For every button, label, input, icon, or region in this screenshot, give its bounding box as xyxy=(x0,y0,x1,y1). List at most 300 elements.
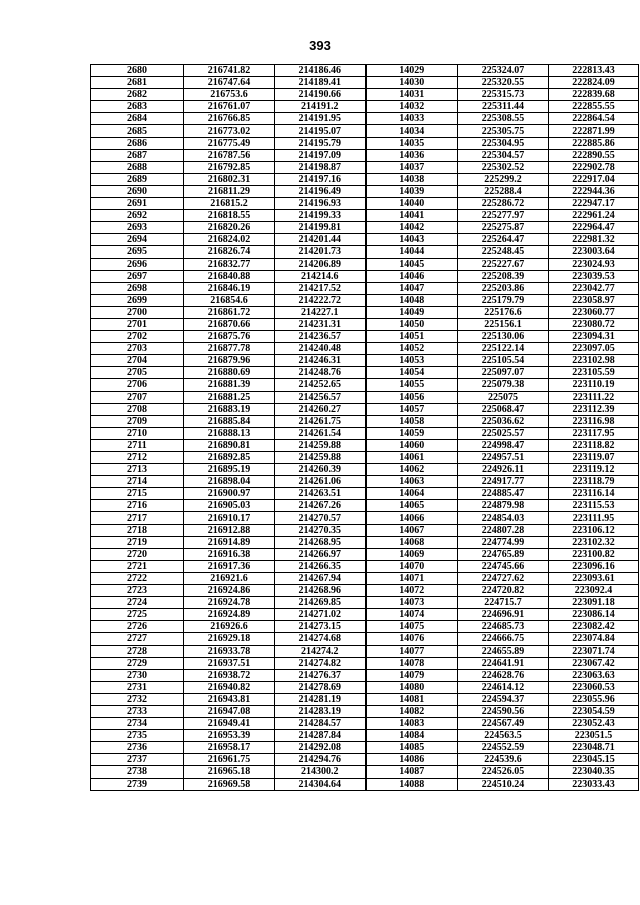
point-number-left: 2707 xyxy=(91,391,184,403)
y-coordinate-left: 214267.94 xyxy=(275,572,366,584)
table-row xyxy=(91,65,639,77)
y-coordinate-right: 223033.43 xyxy=(549,778,639,790)
x-coordinate-right: 225097.07 xyxy=(458,367,549,379)
y-coordinate-right: 223063.63 xyxy=(549,669,639,681)
table-row xyxy=(91,488,639,500)
y-coordinate-right: 223060.77 xyxy=(549,306,639,318)
x-coordinate-right: 225025.57 xyxy=(458,427,549,439)
point-number-left: 2726 xyxy=(91,621,184,633)
table-row xyxy=(91,149,639,161)
x-coordinate-right: 224594.37 xyxy=(458,693,549,705)
point-number-left: 2681 xyxy=(91,77,184,89)
y-coordinate-left: 214274.68 xyxy=(275,633,366,645)
x-coordinate-left: 216940.82 xyxy=(184,681,275,693)
y-coordinate-left: 214266.35 xyxy=(275,560,366,572)
point-number-left: 2728 xyxy=(91,645,184,657)
point-number-left: 2710 xyxy=(91,427,184,439)
table-row xyxy=(91,331,639,343)
x-coordinate-right: 225311.44 xyxy=(458,101,549,113)
table-row xyxy=(91,270,639,282)
point-number-right: 14069 xyxy=(366,548,458,560)
y-coordinate-right: 223119.07 xyxy=(549,452,639,464)
point-number-right: 14040 xyxy=(366,198,458,210)
x-coordinate-left: 216885.84 xyxy=(184,415,275,427)
table-row xyxy=(91,77,639,89)
y-coordinate-left: 214287.84 xyxy=(275,730,366,742)
x-coordinate-right: 224854.03 xyxy=(458,512,549,524)
y-coordinate-left: 214270.57 xyxy=(275,512,366,524)
y-coordinate-left: 214259.88 xyxy=(275,439,366,451)
table-row xyxy=(91,137,639,149)
point-number-right: 14066 xyxy=(366,512,458,524)
coordinates-table xyxy=(90,64,639,791)
point-number-right: 14071 xyxy=(366,572,458,584)
y-coordinate-left: 214271.02 xyxy=(275,609,366,621)
table-row xyxy=(91,657,639,669)
page-number: 393 xyxy=(309,38,331,53)
point-number-left: 2684 xyxy=(91,113,184,125)
x-coordinate-left: 216953.39 xyxy=(184,730,275,742)
y-coordinate-left: 214201.73 xyxy=(275,246,366,258)
point-number-left: 2714 xyxy=(91,476,184,488)
y-coordinate-left: 214196.49 xyxy=(275,185,366,197)
y-coordinate-left: 214246.31 xyxy=(275,355,366,367)
table-row xyxy=(91,572,639,584)
x-coordinate-left: 216917.36 xyxy=(184,560,275,572)
point-number-right: 14037 xyxy=(366,161,458,173)
x-coordinate-left: 216905.03 xyxy=(184,500,275,512)
y-coordinate-right: 222839.68 xyxy=(549,89,639,101)
y-coordinate-right: 222947.17 xyxy=(549,198,639,210)
point-number-right: 14078 xyxy=(366,657,458,669)
point-number-left: 2688 xyxy=(91,161,184,173)
table-row xyxy=(91,548,639,560)
point-number-left: 2682 xyxy=(91,89,184,101)
table-row xyxy=(91,355,639,367)
y-coordinate-left: 214227.1 xyxy=(275,306,366,318)
y-coordinate-right: 223116.14 xyxy=(549,488,639,500)
point-number-right: 14065 xyxy=(366,500,458,512)
table-row xyxy=(91,403,639,415)
point-number-right: 14031 xyxy=(366,89,458,101)
point-number-right: 14083 xyxy=(366,718,458,730)
table-row xyxy=(91,645,639,657)
point-number-left: 2702 xyxy=(91,331,184,343)
point-number-left: 2687 xyxy=(91,149,184,161)
point-number-right: 14035 xyxy=(366,137,458,149)
x-coordinate-right: 225203.86 xyxy=(458,282,549,294)
x-coordinate-left: 216815.2 xyxy=(184,198,275,210)
y-coordinate-left: 214281.19 xyxy=(275,693,366,705)
x-coordinate-right: 225315.73 xyxy=(458,89,549,101)
y-coordinate-left: 214260.27 xyxy=(275,403,366,415)
x-coordinate-left: 216938.72 xyxy=(184,669,275,681)
point-number-right: 14057 xyxy=(366,403,458,415)
y-coordinate-right: 223058.97 xyxy=(549,294,639,306)
y-coordinate-left: 214201.44 xyxy=(275,234,366,246)
y-coordinate-right: 223055.96 xyxy=(549,693,639,705)
x-coordinate-left: 216912.88 xyxy=(184,524,275,536)
y-coordinate-left: 214268.95 xyxy=(275,536,366,548)
x-coordinate-left: 216811.29 xyxy=(184,185,275,197)
x-coordinate-left: 216854.6 xyxy=(184,294,275,306)
x-coordinate-left: 216961.75 xyxy=(184,754,275,766)
x-coordinate-right: 224957.51 xyxy=(458,452,549,464)
x-coordinate-right: 224696.91 xyxy=(458,609,549,621)
x-coordinate-left: 216958.17 xyxy=(184,742,275,754)
point-number-right: 14085 xyxy=(366,742,458,754)
y-coordinate-right: 222824.09 xyxy=(549,77,639,89)
point-number-right: 14064 xyxy=(366,488,458,500)
point-number-right: 14063 xyxy=(366,476,458,488)
x-coordinate-right: 224765.89 xyxy=(458,548,549,560)
point-number-left: 2716 xyxy=(91,500,184,512)
x-coordinate-left: 216924.86 xyxy=(184,585,275,597)
y-coordinate-right: 223080.72 xyxy=(549,318,639,330)
table-row xyxy=(91,512,639,524)
point-number-right: 14048 xyxy=(366,294,458,306)
point-number-left: 2708 xyxy=(91,403,184,415)
x-coordinate-right: 224885.47 xyxy=(458,488,549,500)
table-row xyxy=(91,742,639,754)
x-coordinate-left: 216747.64 xyxy=(184,77,275,89)
point-number-right: 14079 xyxy=(366,669,458,681)
y-coordinate-left: 214266.97 xyxy=(275,548,366,560)
x-coordinate-right: 224879.98 xyxy=(458,500,549,512)
point-number-right: 14036 xyxy=(366,149,458,161)
table-row xyxy=(91,621,639,633)
table-row xyxy=(91,125,639,137)
point-number-right: 14081 xyxy=(366,693,458,705)
y-coordinate-left: 214292.08 xyxy=(275,742,366,754)
point-number-right: 14030 xyxy=(366,77,458,89)
y-coordinate-right: 223102.32 xyxy=(549,536,639,548)
point-number-right: 14055 xyxy=(366,379,458,391)
y-coordinate-left: 214283.19 xyxy=(275,705,366,717)
table-row xyxy=(91,379,639,391)
table-row xyxy=(91,222,639,234)
table-row xyxy=(91,718,639,730)
table-row xyxy=(91,185,639,197)
y-coordinate-right: 223067.42 xyxy=(549,657,639,669)
x-coordinate-right: 224774.99 xyxy=(458,536,549,548)
x-coordinate-right: 224614.12 xyxy=(458,681,549,693)
point-number-left: 2739 xyxy=(91,778,184,790)
y-coordinate-right: 223040.35 xyxy=(549,766,639,778)
y-coordinate-right: 223096.16 xyxy=(549,560,639,572)
y-coordinate-left: 214270.35 xyxy=(275,524,366,536)
point-number-left: 2683 xyxy=(91,101,184,113)
x-coordinate-right: 224590.56 xyxy=(458,705,549,717)
x-coordinate-right: 224552.59 xyxy=(458,742,549,754)
point-number-left: 2712 xyxy=(91,452,184,464)
y-coordinate-left: 214214.6 xyxy=(275,270,366,282)
x-coordinate-left: 216820.26 xyxy=(184,222,275,234)
point-number-right: 14072 xyxy=(366,585,458,597)
y-coordinate-right: 223003.64 xyxy=(549,246,639,258)
y-coordinate-right: 223111.22 xyxy=(549,391,639,403)
y-coordinate-right: 222961.24 xyxy=(549,210,639,222)
point-number-left: 2704 xyxy=(91,355,184,367)
coordinates-table-body xyxy=(91,65,639,791)
point-number-right: 14059 xyxy=(366,427,458,439)
x-coordinate-right: 225036.62 xyxy=(458,415,549,427)
x-coordinate-left: 216888.13 xyxy=(184,427,275,439)
x-coordinate-right: 225320.55 xyxy=(458,77,549,89)
y-coordinate-right: 222813.43 xyxy=(549,65,639,77)
point-number-left: 2711 xyxy=(91,439,184,451)
point-number-right: 14050 xyxy=(366,318,458,330)
table-row xyxy=(91,730,639,742)
point-number-right: 14041 xyxy=(366,210,458,222)
x-coordinate-left: 216879.96 xyxy=(184,355,275,367)
table-row xyxy=(91,415,639,427)
point-number-left: 2693 xyxy=(91,222,184,234)
y-coordinate-right: 223086.14 xyxy=(549,609,639,621)
y-coordinate-left: 214248.76 xyxy=(275,367,366,379)
x-coordinate-right: 225302.52 xyxy=(458,161,549,173)
y-coordinate-left: 214267.26 xyxy=(275,500,366,512)
point-number-left: 2694 xyxy=(91,234,184,246)
point-number-left: 2737 xyxy=(91,754,184,766)
x-coordinate-right: 224539.6 xyxy=(458,754,549,766)
y-coordinate-left: 214278.69 xyxy=(275,681,366,693)
x-coordinate-left: 216890.81 xyxy=(184,439,275,451)
point-number-left: 2709 xyxy=(91,415,184,427)
y-coordinate-right: 222964.47 xyxy=(549,222,639,234)
y-coordinate-left: 214190.66 xyxy=(275,89,366,101)
table-row xyxy=(91,258,639,270)
x-coordinate-left: 216892.85 xyxy=(184,452,275,464)
x-coordinate-left: 216761.07 xyxy=(184,101,275,113)
x-coordinate-right: 225068.47 xyxy=(458,403,549,415)
point-number-left: 2736 xyxy=(91,742,184,754)
y-coordinate-right: 222944.36 xyxy=(549,185,639,197)
x-coordinate-right: 224998.47 xyxy=(458,439,549,451)
y-coordinate-left: 214261.06 xyxy=(275,476,366,488)
x-coordinate-right: 224715.7 xyxy=(458,597,549,609)
y-coordinate-right: 223106.12 xyxy=(549,524,639,536)
y-coordinate-left: 214197.09 xyxy=(275,149,366,161)
x-coordinate-right: 225122.14 xyxy=(458,343,549,355)
x-coordinate-left: 216818.55 xyxy=(184,210,275,222)
x-coordinate-right: 224720.82 xyxy=(458,585,549,597)
point-number-right: 14074 xyxy=(366,609,458,621)
y-coordinate-right: 223071.74 xyxy=(549,645,639,657)
x-coordinate-right: 225299.2 xyxy=(458,173,549,185)
point-number-left: 2720 xyxy=(91,548,184,560)
x-coordinate-left: 216741.82 xyxy=(184,65,275,77)
table-row xyxy=(91,318,639,330)
point-number-left: 2701 xyxy=(91,318,184,330)
table-row xyxy=(91,754,639,766)
y-coordinate-right: 223110.19 xyxy=(549,379,639,391)
point-number-left: 2700 xyxy=(91,306,184,318)
table-row xyxy=(91,464,639,476)
x-coordinate-right: 225208.39 xyxy=(458,270,549,282)
y-coordinate-right: 223102.98 xyxy=(549,355,639,367)
y-coordinate-left: 214191.2 xyxy=(275,101,366,113)
point-number-left: 2697 xyxy=(91,270,184,282)
y-coordinate-right: 222902.78 xyxy=(549,161,639,173)
y-coordinate-left: 214186.46 xyxy=(275,65,366,77)
x-coordinate-left: 216926.6 xyxy=(184,621,275,633)
table-row xyxy=(91,391,639,403)
y-coordinate-left: 214300.2 xyxy=(275,766,366,778)
x-coordinate-left: 216937.51 xyxy=(184,657,275,669)
x-coordinate-right: 224510.24 xyxy=(458,778,549,790)
y-coordinate-right: 223100.82 xyxy=(549,548,639,560)
x-coordinate-right: 224526.05 xyxy=(458,766,549,778)
point-number-right: 14051 xyxy=(366,331,458,343)
x-coordinate-left: 216910.17 xyxy=(184,512,275,524)
x-coordinate-right: 225130.06 xyxy=(458,331,549,343)
table-row xyxy=(91,500,639,512)
x-coordinate-right: 224807.28 xyxy=(458,524,549,536)
table-row xyxy=(91,210,639,222)
x-coordinate-left: 216933.78 xyxy=(184,645,275,657)
x-coordinate-left: 216792.85 xyxy=(184,161,275,173)
table-row xyxy=(91,246,639,258)
point-number-right: 14060 xyxy=(366,439,458,451)
x-coordinate-left: 216766.85 xyxy=(184,113,275,125)
table-row xyxy=(91,343,639,355)
point-number-right: 14075 xyxy=(366,621,458,633)
y-coordinate-right: 223048.71 xyxy=(549,742,639,754)
table-row xyxy=(91,524,639,536)
y-coordinate-left: 214191.95 xyxy=(275,113,366,125)
table-row xyxy=(91,778,639,790)
x-coordinate-left: 216895.19 xyxy=(184,464,275,476)
table-row xyxy=(91,476,639,488)
y-coordinate-right: 223118.82 xyxy=(549,439,639,451)
x-coordinate-right: 224641.91 xyxy=(458,657,549,669)
table-row xyxy=(91,198,639,210)
x-coordinate-right: 225304.95 xyxy=(458,137,549,149)
x-coordinate-right: 225288.4 xyxy=(458,185,549,197)
point-number-left: 2721 xyxy=(91,560,184,572)
x-coordinate-left: 216773.02 xyxy=(184,125,275,137)
point-number-right: 14073 xyxy=(366,597,458,609)
table-row xyxy=(91,367,639,379)
x-coordinate-right: 224563.5 xyxy=(458,730,549,742)
table-row xyxy=(91,585,639,597)
table-row xyxy=(91,161,639,173)
y-coordinate-left: 214199.33 xyxy=(275,210,366,222)
table-row xyxy=(91,705,639,717)
point-number-left: 2729 xyxy=(91,657,184,669)
y-coordinate-left: 214268.96 xyxy=(275,585,366,597)
y-coordinate-left: 214304.64 xyxy=(275,778,366,790)
point-number-left: 2735 xyxy=(91,730,184,742)
y-coordinate-right: 223082.42 xyxy=(549,621,639,633)
y-coordinate-right: 222981.32 xyxy=(549,234,639,246)
point-number-right: 14086 xyxy=(366,754,458,766)
y-coordinate-left: 214252.65 xyxy=(275,379,366,391)
y-coordinate-right: 223051.5 xyxy=(549,730,639,742)
point-number-right: 14070 xyxy=(366,560,458,572)
x-coordinate-right: 224917.77 xyxy=(458,476,549,488)
y-coordinate-left: 214240.48 xyxy=(275,343,366,355)
x-coordinate-left: 216846.19 xyxy=(184,282,275,294)
point-number-left: 2715 xyxy=(91,488,184,500)
y-coordinate-right: 222885.86 xyxy=(549,137,639,149)
x-coordinate-right: 224685.73 xyxy=(458,621,549,633)
y-coordinate-right: 223117.95 xyxy=(549,427,639,439)
x-coordinate-left: 216824.02 xyxy=(184,234,275,246)
x-coordinate-left: 216826.74 xyxy=(184,246,275,258)
x-coordinate-right: 224745.66 xyxy=(458,560,549,572)
point-number-left: 2727 xyxy=(91,633,184,645)
y-coordinate-left: 214189.41 xyxy=(275,77,366,89)
table-row xyxy=(91,282,639,294)
y-coordinate-left: 214284.57 xyxy=(275,718,366,730)
point-number-right: 14076 xyxy=(366,633,458,645)
x-coordinate-left: 216875.76 xyxy=(184,331,275,343)
table-row xyxy=(91,113,639,125)
y-coordinate-right: 222855.55 xyxy=(549,101,639,113)
x-coordinate-right: 225264.47 xyxy=(458,234,549,246)
point-number-left: 2719 xyxy=(91,536,184,548)
x-coordinate-left: 216881.39 xyxy=(184,379,275,391)
point-number-left: 2738 xyxy=(91,766,184,778)
y-coordinate-left: 214274.82 xyxy=(275,657,366,669)
y-coordinate-right: 223042.77 xyxy=(549,282,639,294)
table-row xyxy=(91,633,639,645)
x-coordinate-right: 225176.6 xyxy=(458,306,549,318)
x-coordinate-left: 216883.19 xyxy=(184,403,275,415)
table-row xyxy=(91,234,639,246)
y-coordinate-left: 214206.89 xyxy=(275,258,366,270)
point-number-right: 14087 xyxy=(366,766,458,778)
point-number-left: 2696 xyxy=(91,258,184,270)
y-coordinate-right: 223093.61 xyxy=(549,572,639,584)
y-coordinate-left: 214256.57 xyxy=(275,391,366,403)
point-number-left: 2723 xyxy=(91,585,184,597)
y-coordinate-left: 214195.07 xyxy=(275,125,366,137)
point-number-left: 2718 xyxy=(91,524,184,536)
point-number-left: 2730 xyxy=(91,669,184,681)
point-number-right: 14056 xyxy=(366,391,458,403)
y-coordinate-left: 214294.76 xyxy=(275,754,366,766)
x-coordinate-left: 216916.38 xyxy=(184,548,275,560)
y-coordinate-right: 222864.54 xyxy=(549,113,639,125)
y-coordinate-right: 223054.59 xyxy=(549,705,639,717)
y-coordinate-right: 223118.79 xyxy=(549,476,639,488)
y-coordinate-left: 214273.15 xyxy=(275,621,366,633)
x-coordinate-right: 225156.1 xyxy=(458,318,549,330)
y-coordinate-left: 214261.75 xyxy=(275,415,366,427)
y-coordinate-left: 214195.79 xyxy=(275,137,366,149)
point-number-right: 14061 xyxy=(366,452,458,464)
y-coordinate-left: 214196.93 xyxy=(275,198,366,210)
point-number-left: 2680 xyxy=(91,65,184,77)
x-coordinate-right: 224655.89 xyxy=(458,645,549,657)
point-number-left: 2705 xyxy=(91,367,184,379)
point-number-left: 2685 xyxy=(91,125,184,137)
point-number-left: 2689 xyxy=(91,173,184,185)
x-coordinate-left: 216898.04 xyxy=(184,476,275,488)
x-coordinate-right: 225227.67 xyxy=(458,258,549,270)
y-coordinate-right: 222890.55 xyxy=(549,149,639,161)
point-number-right: 14038 xyxy=(366,173,458,185)
table-row xyxy=(91,681,639,693)
x-coordinate-right: 225286.72 xyxy=(458,198,549,210)
point-number-left: 2717 xyxy=(91,512,184,524)
x-coordinate-left: 216924.78 xyxy=(184,597,275,609)
point-number-left: 2734 xyxy=(91,718,184,730)
point-number-left: 2703 xyxy=(91,343,184,355)
